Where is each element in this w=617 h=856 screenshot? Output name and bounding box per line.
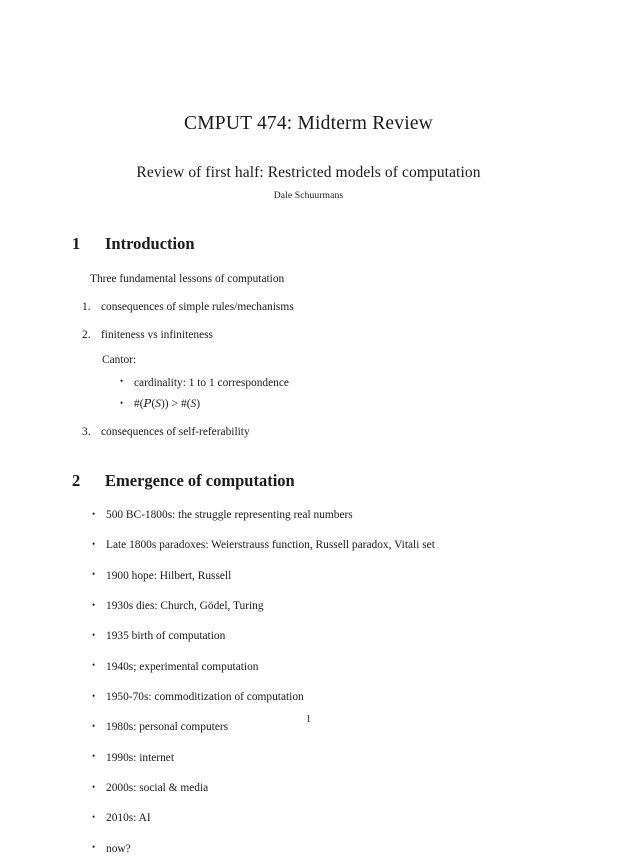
section-number: 1 [72,234,81,254]
bullet-icon: • [92,538,96,549]
list-item [92,842,547,856]
page-title: CMPUT 474: Midterm Review [184,113,433,134]
bullet-icon: • [92,660,96,671]
list-item [92,660,547,675]
list-item-label: consequences of self-referability [101,426,250,439]
list-item-label: consequences of simple rules/mechanisms [101,301,294,314]
set-variable-s-2: S [190,398,197,411]
list-item [92,629,547,644]
list-item [120,396,547,412]
title-block [0,112,617,201]
list-item [82,328,547,343]
list-item-label: finiteness vs infiniteness [101,328,213,341]
list-item-label: 500 BC-1800s: the struggle representing real numbers [106,509,353,522]
document-subtitle: Review of first half: Restricted models of computation [136,164,481,182]
list-item-label: now? [106,842,131,855]
bullet-icon: • [92,629,96,640]
hash-operator-2: #( [181,398,191,411]
paren-close-2: ) [196,398,200,411]
document-body [72,234,547,856]
section-heading-introduction [72,234,547,254]
paren-open: ( [151,398,156,411]
list-item [92,690,547,705]
list-item [82,300,547,315]
list-marker: 1. [82,301,91,314]
intro-text: Three fundamental lessons of computation [90,273,285,286]
list-marker: 3. [82,426,91,439]
bullet-icon: • [92,751,96,762]
list-item [92,538,547,553]
bullet-icon: • [92,569,96,580]
list-marker: 2. [82,328,91,341]
paren-close-outer: ) [164,398,169,411]
bullet-icon: • [92,781,96,792]
list-item-label: 1900 hope: Hilbert, Russell [106,569,232,582]
list-item-label: 1930s dies: Church, Gödel, Turing [106,600,264,613]
list-item-label: 1990s: internet [106,751,175,764]
bullet-icon: • [92,720,96,731]
page-number: 1 [305,714,312,725]
cantor-bullet-list [120,376,547,413]
list-item [92,569,547,584]
bullet-icon: • [120,397,124,408]
set-variable-s: S [155,398,161,411]
list-item-label: 2000s: social & media [106,782,209,794]
bullet-icon: • [120,376,124,387]
list-item [120,376,547,391]
list-item [82,425,547,440]
emergence-bullet-list [92,508,547,856]
greater-than-operator: > [171,398,178,411]
cardinality-inequality-formula [134,396,547,412]
section-heading-emergence-of-computation [72,471,547,491]
script-p-symbol: P [143,396,152,411]
list-item-label: 1950-70s: commoditization of computation [106,691,304,704]
list-item-label: cardinality: 1 to 1 correspondence [134,376,289,389]
bullet-icon: • [92,811,96,822]
list-item [92,781,547,796]
list-item-label: 1980s: personal computers [106,721,229,734]
document-author: Dale Schuurmans [273,189,344,201]
list-item [92,508,547,523]
cantor-label: Cantor: [102,353,137,366]
list-item-label: 1935 birth of computation [106,630,226,643]
list-item-label: 2010s: AI [106,812,151,825]
list-item [92,599,547,614]
section-title: Emergence of computation [105,471,295,491]
list-item [92,811,547,826]
bullet-icon: • [92,599,96,610]
bullet-icon: • [92,508,96,519]
list-item-label: 1940s; experimental computation [106,660,259,673]
section-title: Introduction [105,234,195,254]
bullet-icon: • [92,690,96,701]
paren-close-inner: ) [160,398,165,411]
list-item-label: Late 1800s paradoxes: Weierstrauss function, Russell paradox, Vitali set [106,539,435,552]
list-item [92,751,547,766]
hash-operator: #( [134,398,144,411]
numbered-list [72,300,547,440]
section-number: 2 [72,471,81,491]
bullet-icon: • [92,842,96,853]
